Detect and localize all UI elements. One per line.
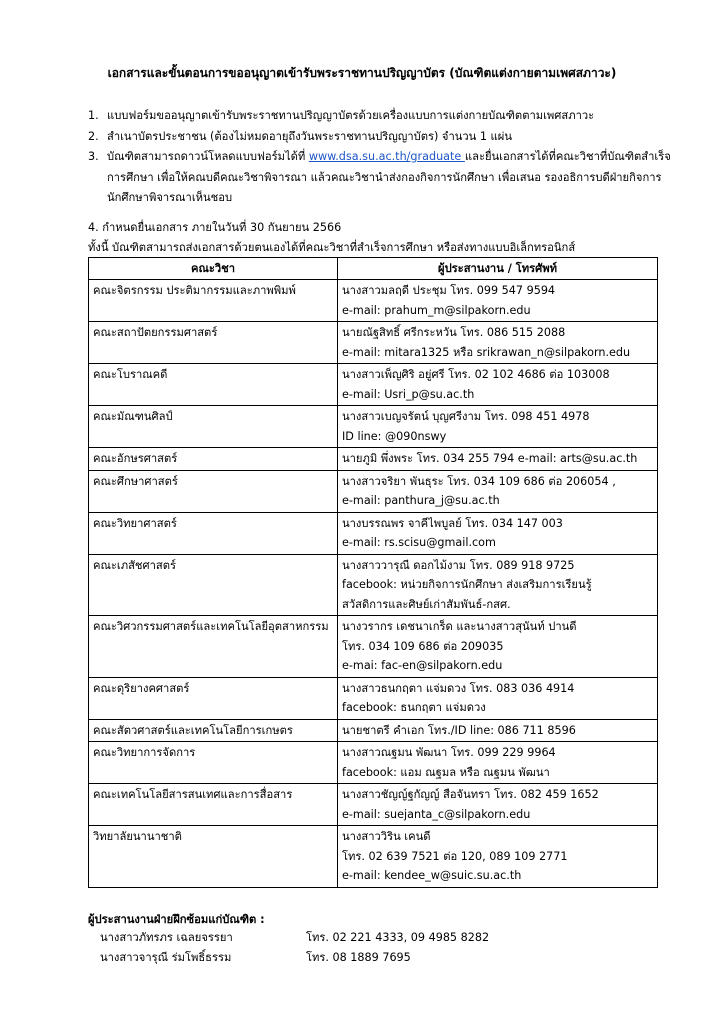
faculty-cell: คณะมัณฑนศิลป์ <box>89 406 338 448</box>
steps-list <box>88 106 688 209</box>
contact-cell <box>338 826 658 888</box>
contact-line: e-mail: prahum_m@silpakorn.edu <box>342 303 531 317</box>
faculty-cell: คณะเภสัชศาสตร์ <box>89 554 338 616</box>
contact-line: e-mail: Usri_p@su.ac.th <box>342 387 475 401</box>
contact-line: e-mail: rs.scisu@gmail.com <box>342 536 496 549</box>
submission-note: ทั้งนี้ บัณฑิตสามารถส่งเอกสารด้วยตนเองได้ที่คณะวิชาที่สำเร็จการศึกษา หรือส่งทางแบบอิเล็กทรอนิกส์ <box>88 241 576 254</box>
table-row <box>89 784 658 826</box>
table-row <box>89 677 658 719</box>
contact-line: นายชาตรี คำเอก โทร./ID line: 086 711 8596 <box>342 723 576 737</box>
step-number: 2. <box>88 129 99 143</box>
contact-cell <box>338 554 658 616</box>
column-header-faculty: คณะวิชา <box>89 258 338 280</box>
step-text-before: บัณฑิตสามารถดาวน์โหลดแบบฟอร์มได้ที่ <box>107 150 309 163</box>
contact-line: นายณัฐสิทธิ์ ศรีกระหวัน โทร. 086 515 2088 <box>342 326 566 339</box>
contact-cell <box>338 448 658 471</box>
contact-line: นางสาววิริน เคนดี <box>342 830 431 843</box>
table-row <box>89 826 658 888</box>
coordinators-heading: ผู้ประสานงานฝ่ายฝึกซ้อมแก่บัณฑิต : <box>88 913 265 926</box>
contact-line: e-mail: suejanta_c@silpakorn.edu <box>342 807 531 821</box>
contact-line: นายภูมิ พึ่งพระ โทร. 034 255 794 e-mail: arts@su.ac.th <box>342 452 638 465</box>
table-row <box>89 742 658 784</box>
contact-line: e-mail: mitara1325 หรือ srikrawan_n@silpakorn.edu <box>342 345 631 359</box>
contact-line: นางสาวณฐมน พัฒนา โทร. 099 229 9964 <box>342 746 556 759</box>
faculty-cell: คณะวิศวกรรมศาสตร์และเทคโนโลยีอุตสาหกรรม <box>89 616 338 678</box>
contact-line: นางสาวชัญญ์ฐกัญญ์ สือจันทรา โทร. 082 459 1652 <box>342 788 599 801</box>
contact-cell <box>338 784 658 826</box>
table-row <box>89 364 658 406</box>
step-text <box>107 147 688 209</box>
graduate-download-link[interactable]: www.dsa.su.ac.th/graduate <box>308 150 465 163</box>
faculty-cell: วิทยาลัยนานาชาติ <box>89 826 338 888</box>
table-row <box>89 322 658 364</box>
table-row <box>89 554 658 616</box>
table-header-row <box>89 258 658 280</box>
contact-line: นางสาวเบญจรัตน์ บุญศรีงาม โทร. 098 451 4978 <box>342 410 590 423</box>
contact-cell <box>338 677 658 719</box>
contact-line: e-mail: kendee_w@suic.su.ac.th <box>342 869 522 882</box>
contact-line: นางสาวธนกฤตา แจ่มดวง โทร. 083 036 4914 <box>342 681 575 695</box>
step-3 <box>88 147 688 209</box>
step-text: สำเนาบัตรประชาชน (ต้องไม่หมดอายุถึงวันพระราชทานปริญญาบัตร) จำนวน 1 แผ่น <box>107 129 512 143</box>
step-number: 1. <box>88 109 99 122</box>
faculty-cell: คณะสถาปัตยกรรมศาสตร์ <box>89 322 338 364</box>
contact-line: นางสาวมลฤดี ประชุม โทร. 099 547 9594 <box>342 284 556 297</box>
table-row <box>89 512 658 554</box>
contact-line: นางบรรณพร จาคีไพบูลย์ โทร. 034 147 003 <box>342 516 563 530</box>
step-2 <box>88 127 688 148</box>
step-number: 3. <box>88 150 99 163</box>
faculty-cell: คณะสัตวศาสตร์และเทคโนโลยีการเกษตร <box>89 719 338 742</box>
faculty-cell: คณะวิทยาศาสตร์ <box>89 512 338 554</box>
column-header-contact: ผู้ประสานงาน / โทรศัพท์ <box>338 258 658 280</box>
faculty-cell: คณะดุริยางคศาสตร์ <box>89 677 338 719</box>
contact-line: นางสาวเพ็ญศิริ อยู่ศรี โทร. 02 102 4686 ต่อ 103008 <box>342 368 610 381</box>
faculty-cell: คณะศึกษาศาสตร์ <box>89 470 338 512</box>
step-text: แบบฟอร์มขออนุญาตเข้ารับพระราชทานปริญญาบัตรด้วยเครื่องแบบการแต่งกายบัณฑิตตามเพศสภาวะ <box>107 109 595 122</box>
contact-cell <box>338 742 658 784</box>
table-row <box>89 616 658 678</box>
contact-line: e-mail: panthura_j@su.ac.th <box>342 494 500 507</box>
contact-cell <box>338 364 658 406</box>
faculty-cell: คณะจิตรกรรม ประติมากรรมและภาพพิมพ์ <box>89 280 338 322</box>
contact-cell <box>338 616 658 678</box>
contact-line: โทร. 034 109 686 ต่อ 209035 <box>342 639 504 653</box>
table-row <box>89 470 658 512</box>
contact-cell <box>338 512 658 554</box>
document-title: เอกสารและขั้นตอนการขออนุญาตเข้ารับพระราชทานปริญญาบัตร (บัณฑิตแต่งกายตามเพศสภาวะ) <box>107 66 617 80</box>
faculty-cell: คณะวิทยาการจัดการ <box>89 742 338 784</box>
contact-cell <box>338 470 658 512</box>
training-coordinators <box>88 910 489 968</box>
coordinator-name: นางสาวภัทรภร เฉลยจรรยา <box>100 931 233 944</box>
table-body <box>89 280 658 888</box>
faculty-cell: คณะโบราณคดี <box>89 364 338 406</box>
contact-line: โทร. 02 639 7521 ต่อ 120, 089 109 2771 <box>342 849 568 863</box>
coordinator-phone: โทร. 02 221 4333, 09 4985 8282 <box>306 931 490 944</box>
contact-line: ID line: @090nswy <box>342 429 447 443</box>
contacts-table <box>88 257 658 888</box>
table-row <box>89 448 658 471</box>
coordinator-name: นางสาวจารุณี ร่มโพธิ์ธรรม <box>100 951 232 964</box>
contact-line: e-mai: fac-en@silpakorn.edu <box>342 659 503 672</box>
step-1 <box>88 106 688 127</box>
contact-cell <box>338 280 658 322</box>
faculty-cell: คณะเทคโนโลยีสารสนเทศและการสื่อสาร <box>89 784 338 826</box>
coordinator-row <box>88 948 489 968</box>
coordinator-row <box>88 928 489 948</box>
deadline-line: 4. กำหนดยื่นเอกสาร ภายในวันที่ 30 กันยายน 2566 <box>88 221 342 234</box>
contact-cell <box>338 322 658 364</box>
contact-line: facebook: ธนกฤตา แจ่มดวง <box>342 701 486 714</box>
contact-line: นางสาวจริยา พันธุระ โทร. 034 109 686 ต่อ 206054 , <box>342 474 616 488</box>
table-row <box>89 280 658 322</box>
contact-line: facebook: หน่วยกิจการนักศึกษา ส่งเสริมการเรียนรู้ <box>342 578 592 591</box>
faculty-cell: คณะอักษรศาสตร์ <box>89 448 338 471</box>
table-row <box>89 406 658 448</box>
contact-line: นางสาววารุณี ดอกไม้งาม โทร. 089 918 9725 <box>342 558 575 572</box>
contact-line: นางวรากร เดชนาเกร็ด และนางสาวสุนันท์ ปานดี <box>342 620 577 633</box>
contact-line: สวัสดิการและศิษย์เก่าสัมพันธ์-กสศ. <box>342 597 511 611</box>
contact-cell <box>338 406 658 448</box>
table-row <box>89 719 658 742</box>
contact-cell <box>338 719 658 742</box>
step-text-after: และยื่นเอกสารได้ที่คณะวิชาที่บัณฑิตสำเร็จการศึกษา เพื่อให้คณบดีคณะวิชาพิจารณา แล้วคณะวิชานำส่งกองกิจการนักศึกษา เพื่อเสนอ รองอธิการบดีฝ่ายกิจการนักศึกษาพิจารณาเห็นชอบ <box>107 150 671 204</box>
contact-line: facebook: แอม ณฐมล หรือ ณฐมน พัฒนา <box>342 765 550 779</box>
coordinator-phone: โทร. 08 1889 7695 <box>306 951 411 964</box>
